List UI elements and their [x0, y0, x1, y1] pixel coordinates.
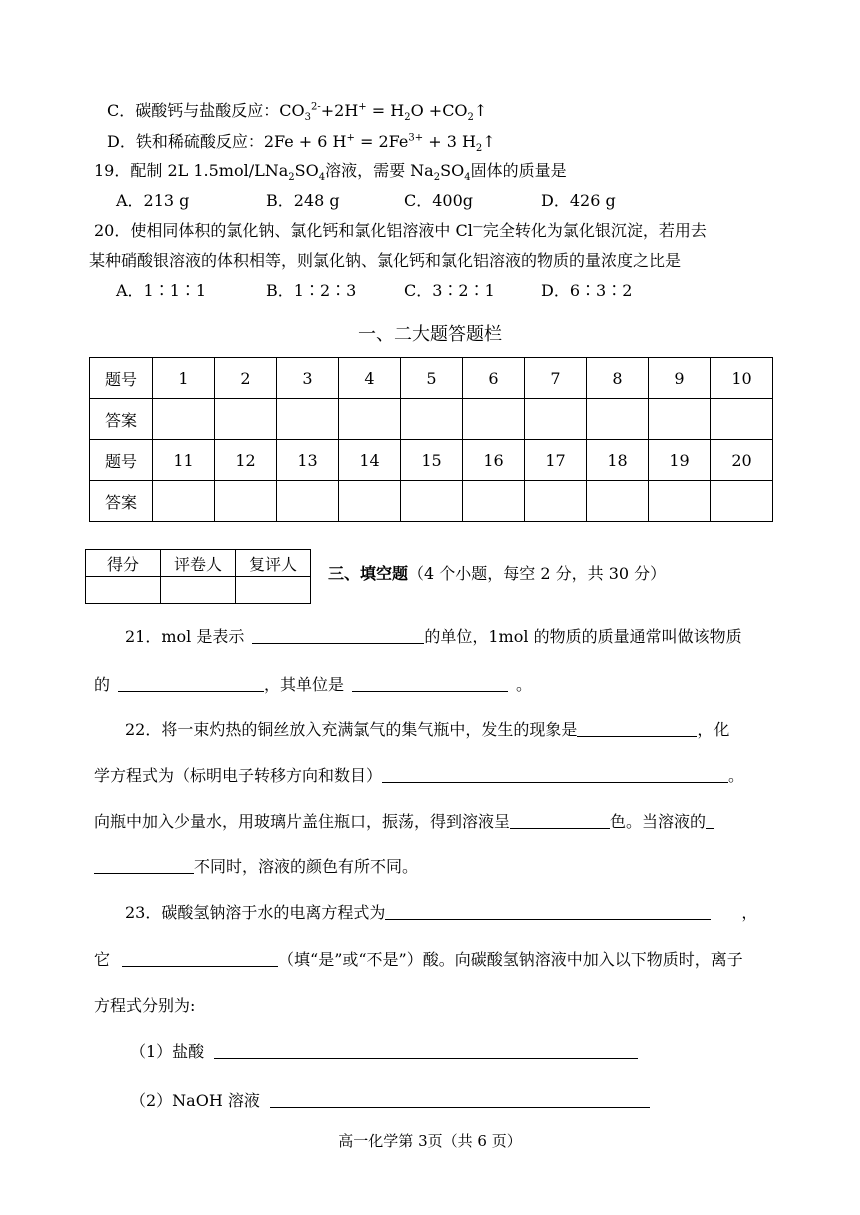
q22-line2: 学方程式为（标明电子转移方向和数目） 。 [94, 766, 745, 785]
row-label: 答案 [90, 481, 153, 522]
q19-option-d: D．426 g [541, 191, 616, 210]
q23-blank-naoh[interactable] [270, 1091, 650, 1108]
q21-line1: 21．mol 是表示 的单位，1mol 的物质的质量通常叫做该物质 [125, 627, 742, 646]
answer-table [89, 357, 773, 522]
answer-cell[interactable] [215, 481, 277, 522]
question-number: 13 [277, 440, 339, 481]
q20-option-d: D．6∶3∶2 [541, 281, 633, 300]
q19-option-b: B．248 g [266, 191, 340, 210]
question-number: 16 [463, 440, 525, 481]
q23-blank-ionization[interactable] [385, 903, 711, 920]
q19-option-a: A．213 g [116, 191, 190, 210]
row-label: 答案 [90, 399, 153, 440]
grader-header: 评卷人 [161, 550, 236, 577]
q23-line1: 23．碳酸氢钠溶于水的电离方程式为 ， [125, 903, 758, 922]
q20-option-a: A．1∶1∶1 [116, 281, 207, 300]
answer-cell[interactable] [649, 399, 711, 440]
answer-cell[interactable] [339, 481, 401, 522]
q22-blank-color[interactable] [510, 812, 610, 829]
table-row [90, 440, 773, 481]
q23-line3: 方程式分别为: [94, 996, 196, 1015]
q23-blank-is-acid[interactable] [122, 950, 278, 967]
answer-cell[interactable] [215, 399, 277, 440]
q20-option-b: B．1∶2∶3 [266, 281, 357, 300]
question-number: 11 [153, 440, 215, 481]
section3-title: 三、填空题 [328, 564, 409, 583]
reviewer-header: 复评人 [236, 550, 311, 577]
page-footer: 高一化学第 3页（共 6 页） [338, 1132, 522, 1150]
answer-cell[interactable] [153, 399, 215, 440]
question-number: 8 [587, 358, 649, 399]
question-number: 9 [649, 358, 711, 399]
answer-cell[interactable] [463, 399, 525, 440]
question-number: 5 [401, 358, 463, 399]
q22-blank-equation[interactable] [382, 766, 728, 783]
q19-stem: 19．配制 2L $1.5mol/LNa_2SO_4$溶液，需要 $Na_2SO_4$固体的质量是 [94, 161, 567, 184]
question-number: 12 [215, 440, 277, 481]
q22-blank-phenomenon[interactable] [577, 720, 697, 737]
q20-option-c: C．3∶2∶1 [404, 281, 495, 300]
q22-blank-condition-a[interactable] [706, 812, 714, 829]
q23-blank-hcl[interactable] [214, 1042, 638, 1059]
question-number: 19 [649, 440, 711, 481]
table-row [86, 577, 311, 604]
answer-cell[interactable] [277, 481, 339, 522]
row-label: 题号 [90, 440, 153, 481]
q20-stem-line2: 某种硝酸银溶液的体积相等，则氯化钠、氯化钙和氯化铝溶液的物质的量浓度之比是 [89, 251, 682, 270]
answer-cell[interactable] [339, 399, 401, 440]
question-number: 1 [153, 358, 215, 399]
answer-section-title: 一、二大题答题栏 [358, 324, 502, 345]
question-number: 20 [711, 440, 773, 481]
score-cell[interactable] [86, 577, 161, 604]
q21-blank-2[interactable] [118, 675, 264, 692]
question-number: 7 [525, 358, 587, 399]
table-row [90, 399, 773, 440]
answer-cell[interactable] [525, 399, 587, 440]
q23-line2: 它 （填“是”或“不是”）酸。向碳酸氢钠溶液中加入以下物质时，离子 [94, 950, 743, 969]
answer-cell[interactable] [153, 481, 215, 522]
question-number: 10 [711, 358, 773, 399]
question-number: 4 [339, 358, 401, 399]
question-number: 15 [401, 440, 463, 481]
section3-heading [328, 564, 666, 584]
question-number: 18 [587, 440, 649, 481]
q22-line3: 向瓶中加入少量水，用玻璃片盖住瓶口，振荡，得到溶液呈 色。当溶液的 [94, 812, 714, 832]
question-number: 17 [525, 440, 587, 481]
q19-option-c: C．400g [404, 191, 474, 210]
table-row [90, 358, 773, 399]
question-number: 2 [215, 358, 277, 399]
q23-part1: （1）盐酸 [130, 1042, 638, 1062]
answer-cell[interactable] [711, 399, 773, 440]
q22-line1: 22．将一束灼热的铜丝放入充满氯气的集气瓶中，发生的现象是 ，化 [125, 720, 730, 739]
q18-option-c: C．碳酸钙与盐酸反应：$CO_3^{2-}+2H^+ = H_2O$ $+CO_2↑$ [107, 101, 488, 124]
answer-cell[interactable] [649, 481, 711, 522]
question-number: 6 [463, 358, 525, 399]
table-row [90, 481, 773, 522]
score-table [85, 549, 311, 604]
score-header: 得分 [86, 550, 161, 577]
q21-blank-1[interactable] [252, 627, 424, 644]
q23-part2: （2）NaOH 溶液 [130, 1091, 650, 1111]
answer-cell[interactable] [525, 481, 587, 522]
question-number: 3 [277, 358, 339, 399]
question-number: 14 [339, 440, 401, 481]
answer-cell[interactable] [401, 399, 463, 440]
q22-line4: 不同时，溶液的颜色有所不同。 [94, 857, 418, 877]
q21-blank-3[interactable] [352, 675, 508, 692]
q21-line2: 的 ，其单位是 。 [94, 675, 533, 694]
answer-cell[interactable] [463, 481, 525, 522]
reviewer-cell[interactable] [236, 577, 311, 604]
grader-cell[interactable] [161, 577, 236, 604]
q18-option-d: D．铁和稀硫酸反应：2Fe + 6 $H^+ = 2Fe^{3+} + 3$ $H_2↑$ [107, 132, 496, 155]
answer-cell[interactable] [587, 399, 649, 440]
answer-cell[interactable] [711, 481, 773, 522]
row-label: 题号 [90, 358, 153, 399]
q22-blank-condition-b[interactable] [94, 857, 194, 874]
table-row [86, 550, 311, 577]
answer-cell[interactable] [401, 481, 463, 522]
answer-cell[interactable] [587, 481, 649, 522]
answer-cell[interactable] [277, 399, 339, 440]
section3-note: （4 个小题，每空 2 分，共 30 分） [408, 564, 667, 583]
q20-stem-line1: 20．使相同体积的氯化钠、氯化钙和氯化铝溶液中 Cl—完全转化为氯化银沉淀，若用去 [94, 221, 707, 240]
